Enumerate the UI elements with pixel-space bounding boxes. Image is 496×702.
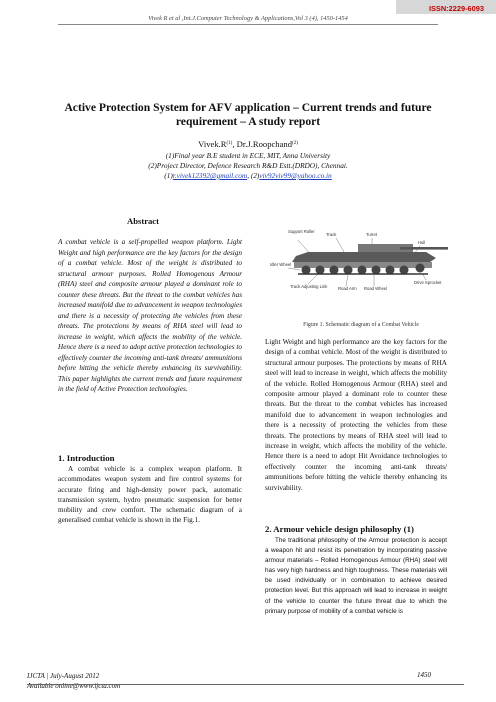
affiliation-1: (1)Final year B.E student in ECE, MIT, Anna University — [165, 151, 331, 160]
running-head: Vivek R et al ,Int.J.Computer Technology & Applications,Vol 3 (4), 1450-1454 — [148, 15, 348, 22]
footer-availability: Available online@www.ijcta.com — [27, 682, 121, 690]
figure-caption: Figure 1. Schematic diagram of a Combat Vehicle — [303, 322, 419, 328]
svg-text:Road Arm — [338, 286, 357, 291]
label-turret: Turret — [366, 232, 378, 237]
section-2-heading: 2. Armour vehicle design philosophy (1) — [265, 524, 414, 534]
svg-text:Road Wheel — [364, 286, 387, 291]
label-road-wheel: Road Wheel — [364, 286, 388, 291]
affiliation-2: (2)Project Director, Defence Research R&D Estt.(DRDO), Chennai. — [148, 161, 348, 170]
footer-divider — [27, 684, 464, 685]
svg-text:Turret — [366, 232, 378, 237]
header-divider — [58, 24, 438, 25]
svg-text:Hull — [418, 240, 425, 245]
paper-title: Active Protection System for AFV application – Current trends and future requirement – A study report — [64, 101, 432, 129]
gun-barrel — [400, 247, 448, 250]
svg-text:Support Roller — [288, 229, 315, 234]
footer-journal — [27, 671, 120, 691]
author-1: $Vivek.R^{(1)}$ — [198, 139, 233, 149]
email-link-2[interactable]: viv92viv99@yahoo.co.in — [259, 171, 332, 180]
combat-vehicle-diagram — [268, 228, 454, 316]
svg-text:Track Adjusting Link — [290, 284, 328, 289]
section-1-heading: 1. Introduction — [58, 453, 115, 463]
label-hull: Hull — [418, 240, 426, 245]
email-line: (1)r.vivek12392@gmail.com, (2)viv92viv99@yahoo.co.in — [164, 171, 332, 180]
author-line: $Vivek.R^{(1)}$, Dr.J.Roopchand$^{(2)}$ — [198, 139, 298, 149]
label-support-roller: Support Roller — [288, 229, 315, 234]
right-column-text: Light Weight and high performance are the key factors for the design of a combat vehicle. Most of the weight is distributed to structural armour purposes. The protections by means of RHA steel will lead to increase in weight, which affects the mobility of the vehicle. Rolled Homogenous Armour (RHA) steel and composite armour played a dominant role to counter these threats. But the threat to the combat vehicles has increased manifold due to advancement in weapon technologies and there is a necessity of protecting the vehicles from these threats. The protections by means of RHA steel will lead to increase in weight, which affects the mobility of the vehicle. Hence there is a need to adopt Hit Avoidance technologies to effectively counter the incoming anti-tank threats/ ammunitions before hitting the vehicle thereby enhancing its survivability. — [265, 338, 447, 492]
abstract-heading: Abstract — [127, 216, 159, 226]
svg-text:Track — [326, 232, 337, 237]
issn-label: ISSN:2229-6093 — [428, 4, 484, 13]
footer-issue: IJCTA | July-August 2012 — [27, 672, 100, 680]
label-drive-sprocket: Drive Sprocket — [414, 280, 442, 285]
page-number: 1450 — [417, 671, 431, 679]
label-track-adjusting-link: Track Adjusting Link — [290, 284, 328, 289]
svg-text:Idler Wheel — [270, 262, 291, 267]
email-link-1[interactable]: r.vivek12392@gmail.com — [172, 171, 248, 180]
section-1-text: A combat vehicle is a complex weapon platform. It accommodates weapon system and fire control systems for accurate firing and high-density power pack, automatic transmission system, hydro pneumatic suspension for better mobility and crew comfort. The schematic diagram of a generalised combat vehicle is shown in the Fig.1. — [58, 465, 242, 525]
label-track: Track — [326, 232, 337, 237]
abstract-text: A combat vehicle is a self-propelled weapon platform. Light Weight and high performance are the key factors for the design of a combat vehicle. Most of the weight is distributed to structural armour purposes. Rolled Homogenous Armour (RHA) steel and composite armour played a dominant role to counter these threats. But the threat to the combat vehicles has increased manifold due to advancement in weapon technologies and there is a necessity of protecting the vehicles from these threats. The protections by means of RHA steel will lead to increase in weight, which affects the mobility of the vehicle. Hence there is a need to adopt active protection technologies to effectively counter the incoming anti-tank threats/ ammunitions before hitting the vehicle thereby enhancing its survivability. This paper highlights the current trends and future requirement in the field of Active Protection technologies. — [58, 238, 242, 393]
label-road-arm: Road Arm — [338, 286, 357, 291]
svg-text:Drive Sprocket — [414, 280, 442, 285]
author-2: Dr.J.Roopchand$^{(2)}$ — [236, 139, 298, 149]
section-2-text: The traditional philosophy of the Armour protection is accept a weapon hit and resist its penetration by incorporating passive armour materials – Rolled Homogenous Armour (RHA) steel will has very high hardness and high toughness. These materials will be used individually or in combination to achieve desired protection level. But this approach will lead to increase in weight of the vehicle to counter the future threat due to which the primary purpose of mobility of a combat vehicle is — [265, 537, 447, 615]
label-idler-wheel: Idler Wheel — [270, 262, 292, 267]
